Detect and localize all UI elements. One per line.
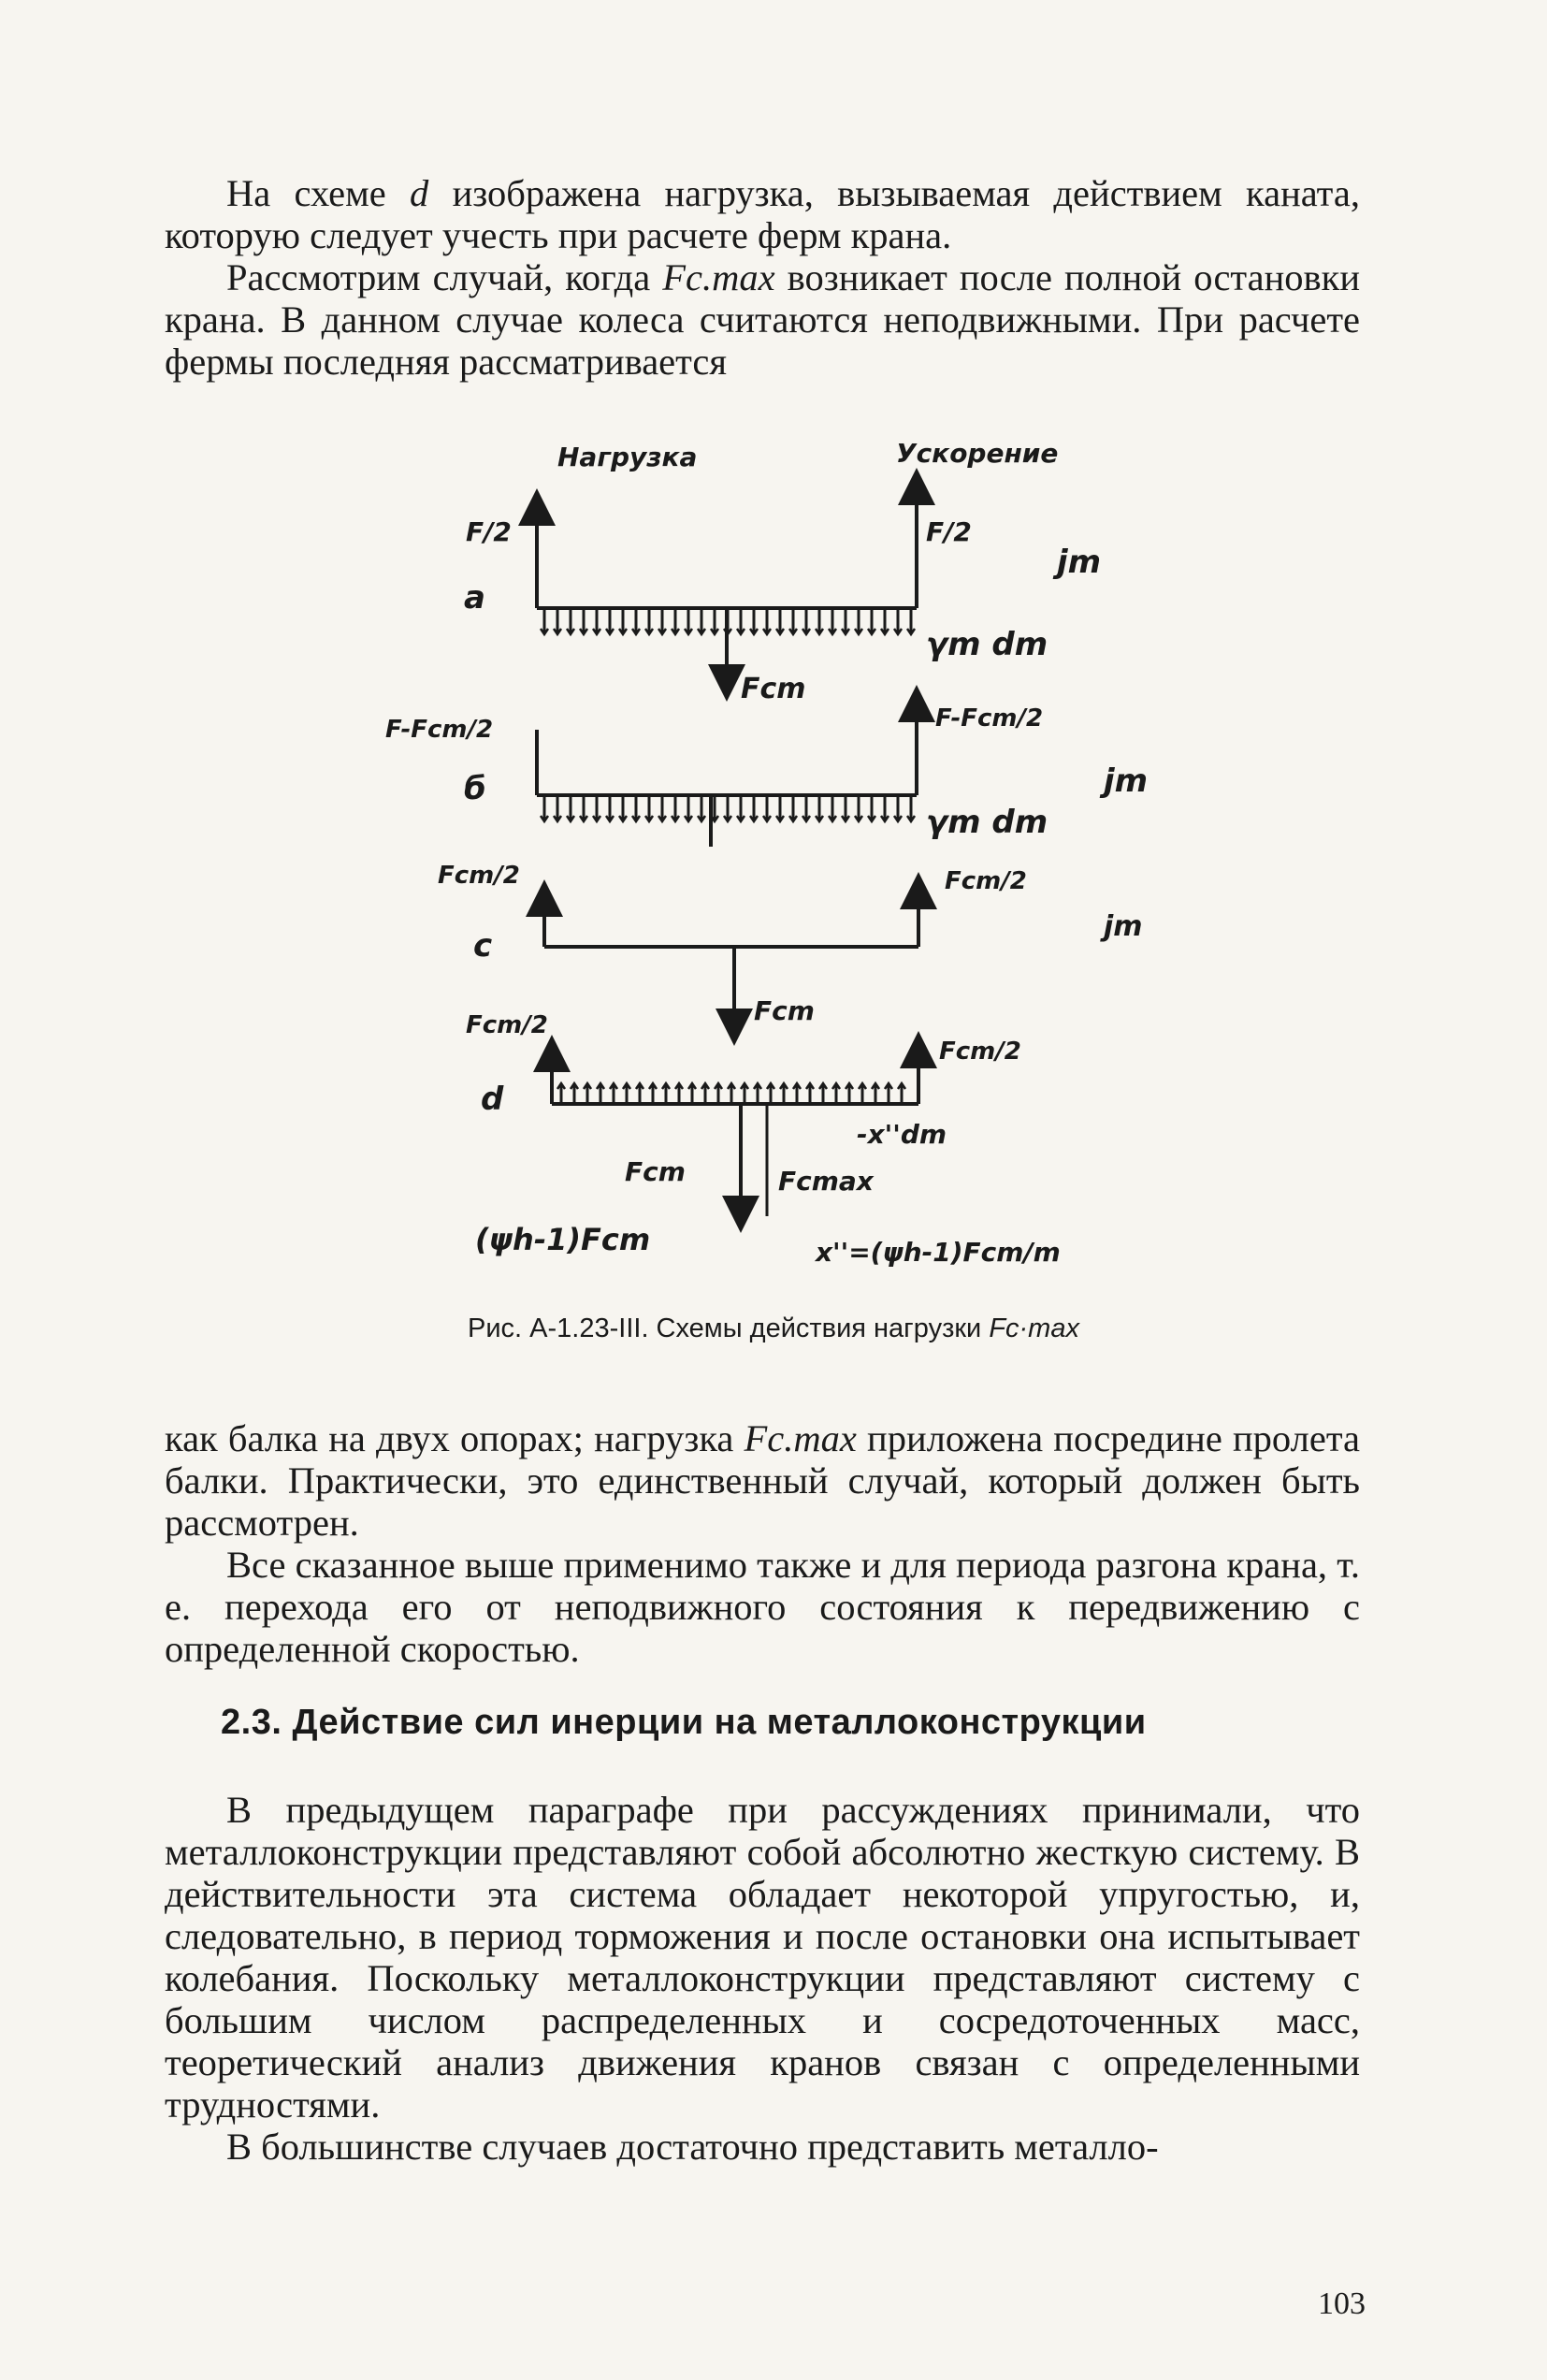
- scheme-c-letter: c: [473, 927, 493, 965]
- scheme-c-right-label: Fcm/2: [945, 867, 1027, 895]
- scheme-b-load-label: γm dm: [926, 804, 1048, 841]
- paragraph-full-stop-case: Рассмотрим случай, когда Fc.max возникает после полной остановки крана. В данном случае колеса считаются неподвижными. При расчете фермы последняя рассматривается: [165, 256, 1361, 383]
- paragraph-acceleration: Все сказанное выше применимо также и для периода разгона крана, т. е. перехода его от неподвижного состояния к передвижению с определенной скоростью.: [165, 1544, 1360, 1670]
- scheme-a-left-label: F/2: [466, 516, 512, 547]
- page-number: 103: [1318, 2286, 1366, 2321]
- scheme-c-accel-label: jm: [1104, 910, 1143, 943]
- scheme-c-left-label: Fcm/2: [438, 862, 520, 890]
- scheme-d-load-arrows: [557, 1083, 905, 1102]
- scheme-a-load-label: γm dm: [926, 626, 1048, 663]
- scheme-b-letter: б: [464, 770, 486, 807]
- paragraph-inertia-intro: В предыдущем параграфе при рассуждениях принимали, что металлоконструкции представляют собой абсолютно жесткую систему. В действительности эта система обладает некоторой упругостью, и, следовательно, в период торможения и после остановки она испытывает колебания. Поскольку металлоконструкции представляют систему с большим числом распределенных и сосредоточенных масс, теоретический анализ движения кранов связан с определенными трудностями.: [165, 1789, 1360, 2126]
- scheme-d-force-label: Fcm: [625, 1156, 686, 1187]
- scheme-c-force-label: Fcm: [754, 995, 815, 1026]
- paragraph-continuation: В большинстве случаев достаточно представить металло-: [226, 2126, 1159, 2168]
- scheme-a-accel-label: jm: [1057, 544, 1102, 581]
- scheme-b-right-label: F-Fcm/2: [935, 704, 1044, 733]
- figure-caption: Рис. А-1.23-III. Схемы действия нагрузки Fc·max: [468, 1313, 1079, 1343]
- scheme-d-equation-left: (ψh-1)Fcm: [475, 1222, 651, 1257]
- section-heading: 2.3. Действие сил инерции на металлоконструкции: [221, 1703, 1147, 1742]
- scheme-b-accel-label: jm: [1104, 762, 1149, 800]
- scheme-a-right-label: F/2: [926, 516, 972, 547]
- paragraph-two-supports: как балка на двух опорах; нагрузка Fc.max приложена посредине пролета балки. Практически, это единственный случай, который должен быть рассмотрен.: [165, 1417, 1360, 1544]
- figure-title-acceleration: Ускорение: [896, 438, 1059, 469]
- paragraph-rope-load: На схеме d изображена нагрузка, вызываемая действием каната, которую следует учесть при расчете ферм крана.: [165, 172, 1360, 256]
- scheme-b-load-arrows: [541, 797, 915, 821]
- scheme-d-left-label: Fcm/2: [466, 1011, 548, 1039]
- scheme-d-right-label: Fcm/2: [939, 1038, 1021, 1066]
- scheme-b-left-label: F-Fcm/2: [385, 716, 494, 744]
- figure-title-load: Нагрузка: [557, 442, 698, 472]
- scheme-d-load-label: -x''dm: [857, 1119, 947, 1150]
- scheme-a-load-arrows: [541, 610, 915, 634]
- scheme-a-letter: a: [464, 579, 485, 617]
- scheme-a-force-label: Fcm: [741, 673, 806, 705]
- scheme-d-letter: d: [481, 1081, 504, 1118]
- scheme-d-equation-right: x''=(ψh-1)Fcm/m: [816, 1237, 1061, 1268]
- scheme-d-force-max-label: Fcmax: [778, 1166, 874, 1197]
